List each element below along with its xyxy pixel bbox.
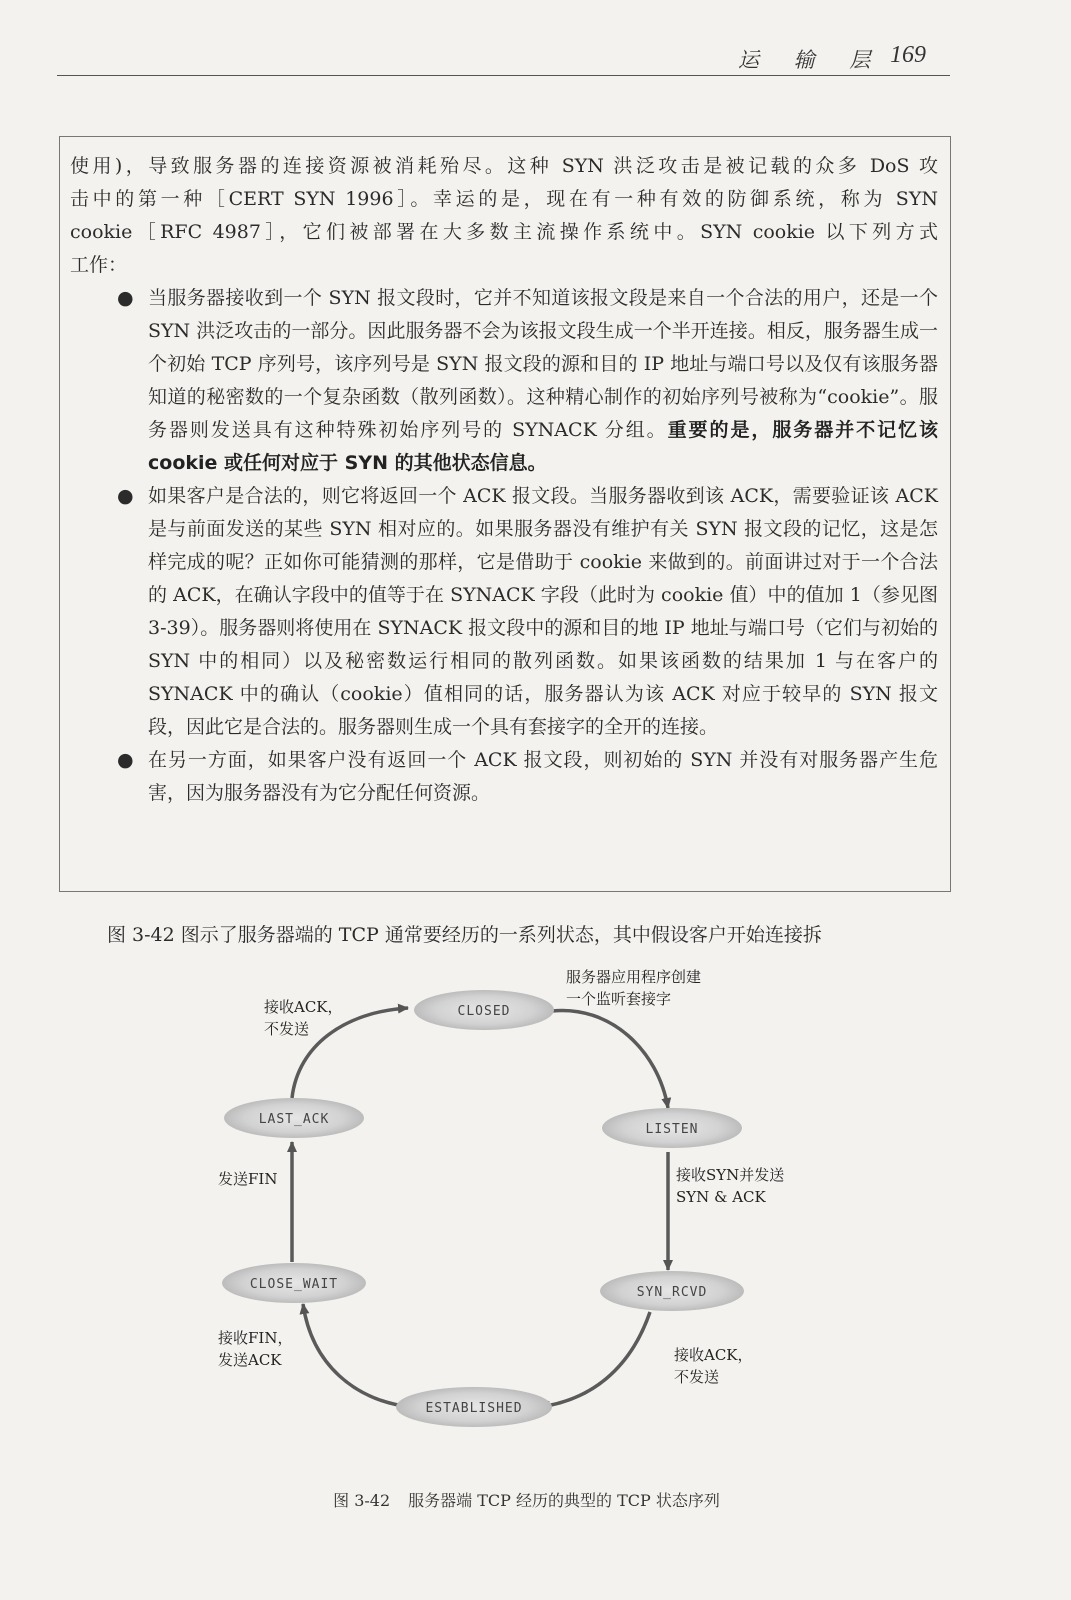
label-syn-rcvd-to-established xyxy=(674,1346,753,1386)
state-syn-rcvd-label: SYN_RCVD xyxy=(636,1285,708,1300)
state-closed-label: CLOSED xyxy=(457,1004,511,1019)
page-number: 169 xyxy=(890,42,926,68)
state-syn-rcvd xyxy=(600,1271,744,1311)
bullet-item-3 xyxy=(117,744,938,810)
tcp-state-diagram xyxy=(0,960,1071,1500)
header-rule xyxy=(57,75,950,76)
bullet-bold-text: 重要的是，服务器并不记忆该 cookie 或任何对应于 SYN 的其他状态信息。 xyxy=(148,419,938,474)
bullet-dot-icon: ● xyxy=(117,749,134,771)
figure-caption xyxy=(0,1488,1071,1511)
svg-text:不发送: 不发送 xyxy=(264,1020,310,1038)
state-last-ack xyxy=(224,1098,364,1138)
svg-text:不发送: 不发送 xyxy=(674,1368,720,1386)
bullet-item-2 xyxy=(117,480,938,744)
sidebar-box xyxy=(59,136,951,892)
intro-line-1: 使用)，导致服务器的连接资源被消耗殆尽。这种 SYN 洪泛攻击是被记载的众多 DoS 攻 xyxy=(70,155,938,177)
label-listen-to-syn-rcvd xyxy=(676,1166,784,1206)
svg-text:接收SYN并发送: 接收SYN并发送 xyxy=(676,1166,785,1184)
page-header xyxy=(0,0,1071,80)
caption-number: 图 3-42 xyxy=(333,1491,391,1510)
svg-text:SYN & ACK: SYN & ACK xyxy=(676,1188,766,1206)
bullet-item-1 xyxy=(117,282,938,480)
intro-line-3: cookie［RFC 4987］，它们被部署在大多数主流操作系统中。SYN cookie 以下列方式 xyxy=(70,221,938,243)
svg-text:服务器应用程序创建: 服务器应用程序创建 xyxy=(566,968,702,986)
svg-text:一个监听套接字: 一个监听套接字 xyxy=(566,990,672,1008)
svg-text:发送ACK: 发送ACK xyxy=(218,1351,282,1369)
caption-text: 服务器端 TCP 经历的典型的 TCP 状态序列 xyxy=(408,1491,720,1510)
intro-line-2: 击中的第一种［CERT SYN 1996］。幸运的是，现在有一种有效的防御系统，称为 SYN xyxy=(70,188,938,210)
svg-text:接收ACK，: 接收ACK， xyxy=(674,1346,753,1364)
bullet-list xyxy=(70,282,938,810)
state-listen xyxy=(602,1108,742,1148)
bullet-text: 在另一方面，如果客户没有返回一个 ACK 报文段，则初始的 SYN 并没有对服务器产生危害，因为服务器没有为它分配任何资源。 xyxy=(148,749,938,804)
state-close-wait xyxy=(222,1263,366,1303)
diagram-svg xyxy=(0,960,1071,1500)
arrow-closed-to-listen xyxy=(552,1010,668,1108)
svg-text:接收ACK，: 接收ACK， xyxy=(264,998,343,1016)
chapter-title: 运 输 层 xyxy=(738,48,885,72)
arrow-established-to-close-wait xyxy=(303,1304,410,1407)
state-established xyxy=(396,1387,552,1427)
bullet-dot-icon: ● xyxy=(117,485,134,507)
svg-text:发送FIN: 发送FIN xyxy=(218,1170,278,1188)
state-closed xyxy=(414,990,554,1030)
bullet-dot-icon: ● xyxy=(117,287,134,309)
body-paragraph: 图 3-42 图示了服务器端的 TCP 通常要经历的一系列状态，其中假设客户开始连接拆 xyxy=(107,924,822,946)
bullet-text: 如果客户是合法的，则它将返回一个 ACK 报文段。当服务器收到该 ACK，需要验证该 ACK 是与前面发送的某些 SYN 相对应的。如果服务器没有维护有关 SYN 报文段的记忆，这是怎样完成的呢？正如你可能猜测的那样，它是借助于 cookie 来做到的。前面讲过对于一个合法的 ACK，在确认字段中的值等于在 SYNACK 字段（此时为 cookie 值）中的值加 1（参见图 3-39）。服务器则将使用在 SYNACK 报文段中的源和目的地 IP 地址与端口号（它们与初始的 SYN 中的相同）以及秘密数运行相同的散列函数。如果该函数的结果加 1 与在客户的 SYNACK 中的确认（cookie）值相同的话，服务器认为该 ACK 对应于较早的 SYN 报文段，因此它是合法的。服务器则生成一个具有套接字的全开的连接。 xyxy=(148,485,938,738)
state-close-wait-label: CLOSE_WAIT xyxy=(249,1277,339,1292)
arrow-last-ack-to-closed xyxy=(292,1008,408,1098)
state-last-ack-label: LAST_ACK xyxy=(258,1112,330,1127)
label-close-wait-to-last-ack xyxy=(218,1170,277,1188)
label-established-to-close-wait xyxy=(218,1329,292,1369)
state-established-label: ESTABLISHED xyxy=(425,1401,523,1416)
intro-line-4: 工作： xyxy=(70,254,128,276)
bullet-text: 当服务器接收到一个 SYN 报文段时，它并不知道该报文段是来自一个合法的用户，还是一个 SYN 洪泛攻击的一部分。因此服务器不会为该报文段生成一个半开连接。相反，服务器生成一个初始 TCP 序列号，该序列号是 SYN 报文段的源和目的 IP 地址与端口号以及仅有该服务器知道的秘密数的一个复杂函数（散列函数）。这种精心制作的初始序列号被称为“cookie”。服务器则发送具有这种特殊初始序列号的 SYNACK 分组。 xyxy=(148,287,938,441)
label-closed-to-listen xyxy=(566,968,701,1008)
svg-text:接收FIN，: 接收FIN， xyxy=(218,1329,293,1347)
state-listen-label: LISTEN xyxy=(645,1122,699,1137)
arrow-syn-rcvd-to-established xyxy=(540,1312,650,1407)
